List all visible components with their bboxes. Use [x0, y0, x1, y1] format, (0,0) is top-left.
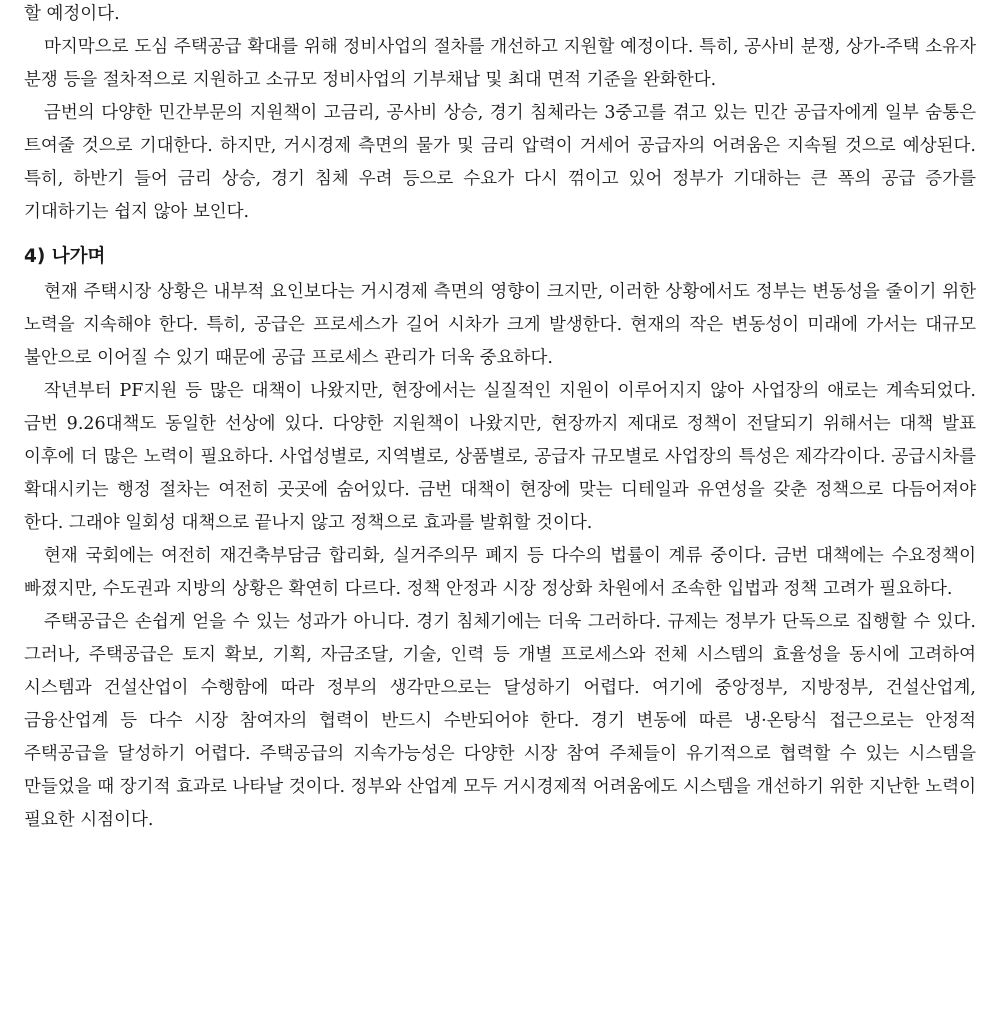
document-page [24, 0, 976, 837]
paragraph-continuation: 할 예정이다. [24, 4, 120, 24]
paragraph-housing-supply: 주택공급은 손쉽게 얻을 수 있는 성과가 아니다. 경기 침체기에는 더욱 그러하다. 규제는 정부가 단독으로 집행할 수 있다. 그러나, 주택공급은 토지 확보, 기획, 자금조달, 기술, 인력 등 개별 프로세스와 전체 시스템의 효율성을 동시에 고려하여 시스템과 건설산업이 수행함에 따라 정부의 생각만으로는 달성하기 어렵다. 여기에 중앙정부, 지방정부, 건설산업계, 금융산업계 등 다수 시장 참여자의 협력이 반드시 수반되어야 한다. 경기 변동에 따른 냉·온탕식 접근으로는 안정적 주택공급을 달성하기 어렵다. 주택공급의 지속가능성은 다양한 시장 참여 주체들이 유기적으로 협력할 수 있는 시스템을 만들었을 때 장기적 효과로 나타날 것이다. 정부와 산업계 모두 거시경제적 어려움에도 시스템을 개선하기 위한 지난한 노력이 필요한 시점이다. [24, 612, 976, 830]
section-heading: 4) 나가며 [24, 246, 106, 267]
paragraph-legislation: 현재 국회에는 여전히 재건축부담금 합리화, 실거주의무 폐지 등 다수의 법률이 계류 중이다. 금번 대책에는 수요정책이 빠졌지만, 수도권과 지방의 상황은 확연히 다르다. 정책 안정과 시장 정상화 차원에서 조속한 입법과 정책 고려가 필요하다. [24, 546, 976, 599]
paragraph-pf-support: 작년부터 PF지원 등 많은 대책이 나왔지만, 현장에서는 실질적인 지원이 이루어지지 않아 사업장의 애로는 계속되었다. 금번 9.26대책도 동일한 선상에 있다. 다양한 지원책이 나왔지만, 현장까지 제대로 정책이 전달되기 위해서는 대책 발표 이후에 더 많은 노력이 필요하다. 사업성별로, 지역별로, 상품별로, 공급자 규모별로 사업장의 특성은 제각각이다. 공급시차를 확대시키는 행정 절차는 여전히 곳곳에 숨어있다. 금번 대책이 현장에 맞는 디테일과 유연성을 갖춘 정책으로 다듬어져야 한다. 그래야 일회성 대책으로 끝나지 않고 정책으로 효과를 발휘할 것이다. [24, 381, 976, 533]
paragraph-private-support: 금번의 다양한 민간부문의 지원책이 고금리, 공사비 상승, 경기 침체라는 3중고를 겪고 있는 민간 공급자에게 일부 숨통은 트여줄 것으로 기대한다. 하지만, 거시경제 측면의 물가 및 금리 압력이 거세어 공급자의 어려움은 지속될 것으로 예상된다. 특히, 하반기 들어 금리 상승, 경기 침체 우려 등으로 수요가 다시 꺾이고 있어 정부가 기대하는 큰 폭의 공급 증가를 기대하기는 쉽지 않아 보인다. [24, 103, 976, 222]
paragraph-market-volatility: 현재 주택시장 상황은 내부적 요인보다는 거시경제 측면의 영향이 크지만, 이러한 상황에서도 정부는 변동성을 줄이기 위한 노력을 지속해야 한다. 특히, 공급은 프로세스가 길어 시차가 크게 발생한다. 현재의 작은 변동성이 미래에 가서는 대규모 불안으로 이어질 수 있기 때문에 공급 프로세스 관리가 더욱 중요하다. [24, 282, 976, 368]
paragraph-redevelopment: 마지막으로 도심 주택공급 확대를 위해 정비사업의 절차를 개선하고 지원할 예정이다. 특히, 공사비 분쟁, 상가-주택 소유자 분쟁 등을 절차적으로 지원하고 소규모 정비사업의 기부채납 및 최대 면적 기준을 완화한다. [24, 37, 976, 90]
